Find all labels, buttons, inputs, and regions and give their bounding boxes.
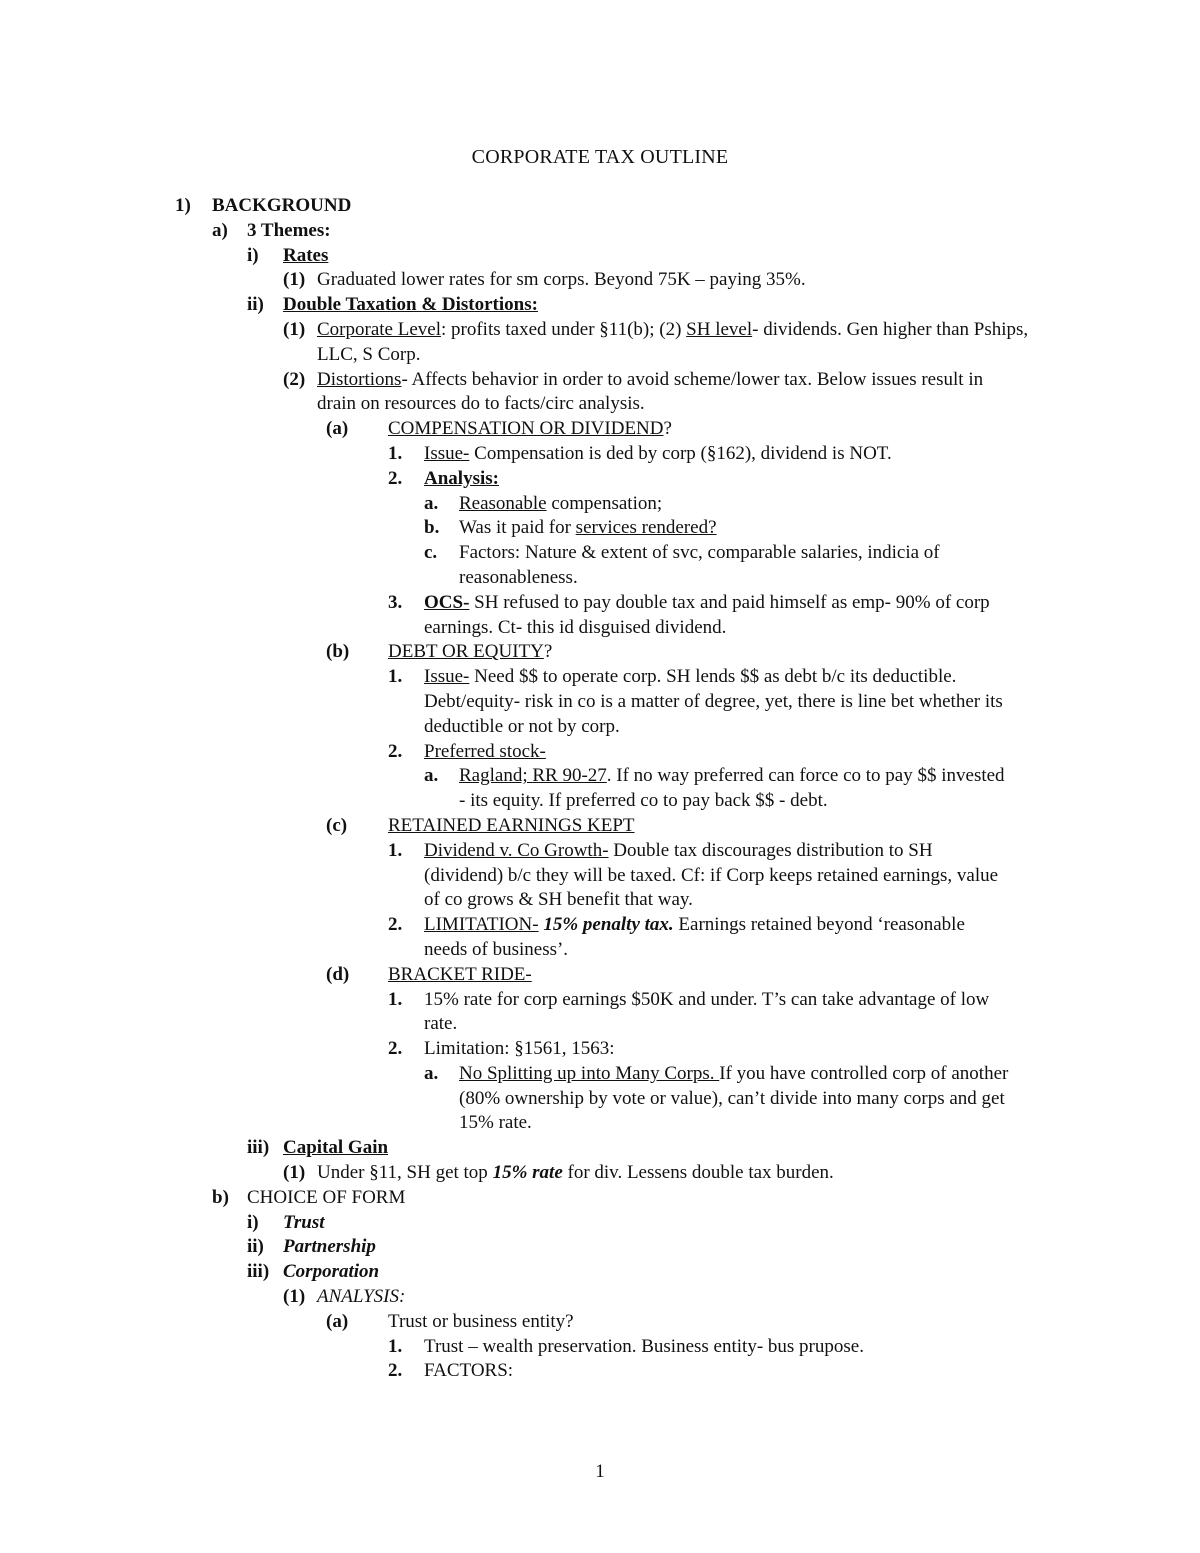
outline-marker: iii) (247, 1137, 270, 1159)
point-text: Compensation is ded by corp (§162), dividend is NOT. (469, 442, 892, 464)
outline-marker: (c) (326, 814, 348, 836)
outline-marker: 1. (388, 839, 403, 861)
outline-marker: b) (212, 1186, 229, 1208)
case-citation: Ragland; RR 90-27 (459, 765, 607, 787)
point-text: Trust – wealth preservation. Business entity- bus prupose. (424, 1335, 864, 1357)
debt-point-2 (0, 740, 1200, 765)
issue-heading: RETAINED EARNINGS KEPT (388, 814, 635, 836)
outline-marker: 1. (388, 442, 403, 464)
section-background (0, 194, 1200, 219)
point-text: : profits taxed under §11(b); (2) (440, 318, 687, 340)
point-text: compensation; (546, 492, 663, 514)
point-text: Under §11, SH get top (317, 1162, 493, 1184)
form-heading: Corporation (283, 1261, 380, 1283)
issue-bracket-ride (0, 963, 1200, 988)
outline-marker: a) (212, 219, 228, 241)
debt-point-2a (0, 764, 1014, 814)
theme-rates (0, 244, 1200, 269)
point-label: Issue- (424, 442, 470, 464)
comp-point-2 (0, 467, 1200, 492)
subsection-heading: CHOICE OF FORM (247, 1186, 406, 1208)
bracket-point-2 (0, 1037, 1200, 1062)
form-partnership (0, 1235, 1200, 1260)
outline-marker: (2) (283, 368, 306, 390)
corporation-analysis (0, 1285, 1200, 1310)
outline-marker: 3. (388, 591, 403, 613)
outline-marker: 1. (388, 666, 403, 688)
point-label: Issue- (424, 666, 470, 688)
section-heading: BACKGROUND (212, 195, 352, 216)
outline-marker: iii) (247, 1261, 270, 1283)
issue-heading: BRACKET RIDE- (388, 963, 532, 985)
outline-marker: a. (424, 492, 439, 514)
outline-marker: a. (424, 765, 439, 787)
outline-marker: 2. (388, 914, 403, 936)
comp-point-3 (0, 591, 1034, 641)
outline-marker: (1) (283, 269, 306, 291)
bracket-point-1 (0, 988, 1024, 1038)
outline-marker: 2. (388, 1360, 403, 1382)
outline-marker: 1. (388, 988, 403, 1010)
bracket-point-2a (0, 1062, 1027, 1136)
outline-marker: 2. (388, 467, 403, 489)
outline-marker: i) (247, 244, 259, 266)
outline-marker: i) (247, 1211, 259, 1233)
issue-suffix: ? (543, 641, 553, 663)
issue-retained-earnings (0, 814, 1200, 839)
outline-marker: (1) (283, 1286, 306, 1308)
retained-point-1 (0, 839, 1009, 913)
rate-emphasis: 15% rate (492, 1162, 563, 1184)
point-text: FACTORS: (424, 1360, 514, 1382)
analysis-point-a (0, 1310, 1200, 1335)
point-label: No Splitting up into Many Corps. (459, 1062, 720, 1084)
comp-point-1 (0, 442, 1200, 467)
outline-marker: (b) (326, 641, 350, 663)
theme-heading: Capital Gain (283, 1137, 389, 1159)
point-text: If you have controlled corp of another (80% ownership by vote or value), can’t divide into many corps and get 15% rate. (459, 1062, 1009, 1134)
retained-point-2 (0, 913, 1009, 963)
term-sh-level: SH level (686, 318, 753, 340)
outline-marker: a. (424, 1062, 439, 1084)
issue-suffix: ? (663, 418, 672, 440)
point-label: Dividend v. Co Growth- (424, 839, 609, 861)
outline-body (0, 194, 1200, 1384)
term-reasonable: Reasonable (459, 492, 547, 514)
point-label: Preferred stock- (424, 740, 546, 762)
outline-marker: ii) (247, 1236, 264, 1258)
point-text: Graduated lower rates for sm corps. Beyond 75K – paying 35%. (317, 269, 806, 291)
outline-marker: 1. (388, 1335, 403, 1357)
page-title: CORPORATE TAX OUTLINE (471, 146, 729, 168)
issue-compensation (0, 417, 1200, 442)
form-heading: Partnership (283, 1236, 376, 1258)
point-text: SH refused to pay double tax and paid himself as emp- 90% of corp earnings. Ct- this id disguised dividend. (424, 591, 990, 638)
theme-heading: Rates (283, 244, 329, 266)
point-text: for div. Lessens double tax burden. (562, 1162, 834, 1184)
term-corporate-level: Corporate Level (317, 318, 441, 340)
outline-marker: ii) (247, 294, 264, 316)
comp-point-2b (0, 516, 1200, 541)
double-tax-point-1 (0, 318, 1032, 368)
theme-capital-gain (0, 1136, 1200, 1161)
point-label: Analysis: (424, 467, 499, 489)
theme-heading: Double Taxation & Distortions: (283, 294, 538, 316)
subsection-heading: 3 Themes: (247, 219, 331, 241)
issue-heading: DEBT OR EQUITY (388, 641, 544, 663)
subsection-themes (0, 219, 1200, 244)
outline-marker: 2. (388, 740, 403, 762)
rates-point-1 (0, 268, 1200, 293)
term-distortions: Distortions (317, 368, 402, 390)
form-heading: Trust (283, 1211, 325, 1233)
subsection-choice-of-form (0, 1186, 1200, 1211)
outline-marker: (1) (283, 1162, 306, 1184)
comp-point-2a (0, 492, 1200, 517)
outline-marker: b. (424, 517, 440, 539)
point-text: Trust or business entity? (388, 1310, 574, 1332)
outline-marker: c. (424, 542, 438, 564)
point-text: Need $$ to operate corp. SH lends $$ as debt b/c its deductible. Debt/equity- risk in co is a matter of degree, yet, there is line bet whether its deductible or not by corp. (424, 666, 1003, 737)
theme-double-taxation (0, 293, 1200, 318)
outline-marker: (a) (326, 418, 349, 440)
double-tax-point-2 (0, 368, 1017, 418)
page-number: 1 (595, 1461, 605, 1482)
point-label: OCS- (424, 591, 470, 613)
issue-debt-equity (0, 640, 1200, 665)
point-text: 15% rate for corp earnings $50K and under. T’s can take advantage of low rate. (424, 988, 990, 1035)
point-text: - dividends. Gen higher than Pships, LLC, S Corp. (317, 318, 1029, 365)
form-corporation (0, 1260, 1200, 1285)
point-label: LIMITATION- (424, 914, 539, 936)
comp-point-2c (0, 541, 1034, 591)
point-text: Double tax discourages distribution to SH (dividend) b/c they will be taxed. Cf: if Corp keeps retained earnings, value of co grows & SH benefit that way. (424, 839, 999, 911)
capital-gain-point-1 (0, 1161, 1200, 1186)
point-text: . If no way preferred can force co to pay $$ invested - its equity. If preferred co to pay back $$ - debt. (459, 765, 1005, 812)
point-text: - Affects behavior in order to avoid scheme/lower tax. Below issues result in drain on resources do to facts/circ analysis. (317, 368, 984, 415)
outline-marker: (a) (326, 1310, 349, 1332)
point-text: Earnings retained beyond ‘reasonable needs of business’. (424, 914, 965, 960)
outline-marker: 1) (175, 195, 191, 216)
outline-marker: (1) (283, 318, 306, 340)
outline-marker: (d) (326, 963, 350, 985)
penalty-emphasis: 15% penalty tax. (538, 914, 674, 936)
point-text: Limitation: §1561, 1563: (424, 1038, 615, 1060)
form-trust (0, 1211, 1200, 1236)
analysis-point-a-1 (0, 1335, 1200, 1360)
debt-point-1 (0, 665, 1024, 739)
point-text: Was it paid for (459, 517, 576, 539)
analysis-point-a-2 (0, 1359, 1200, 1384)
analysis-heading: ANALYSIS: (317, 1286, 406, 1308)
term-services-rendered: services rendered? (575, 517, 717, 539)
point-text: Factors: Nature & extent of svc, comparable salaries, indicia of reasonableness. (459, 542, 940, 588)
outline-marker: 2. (388, 1038, 403, 1060)
issue-heading: COMPENSATION OR DIVIDEND (388, 418, 664, 440)
